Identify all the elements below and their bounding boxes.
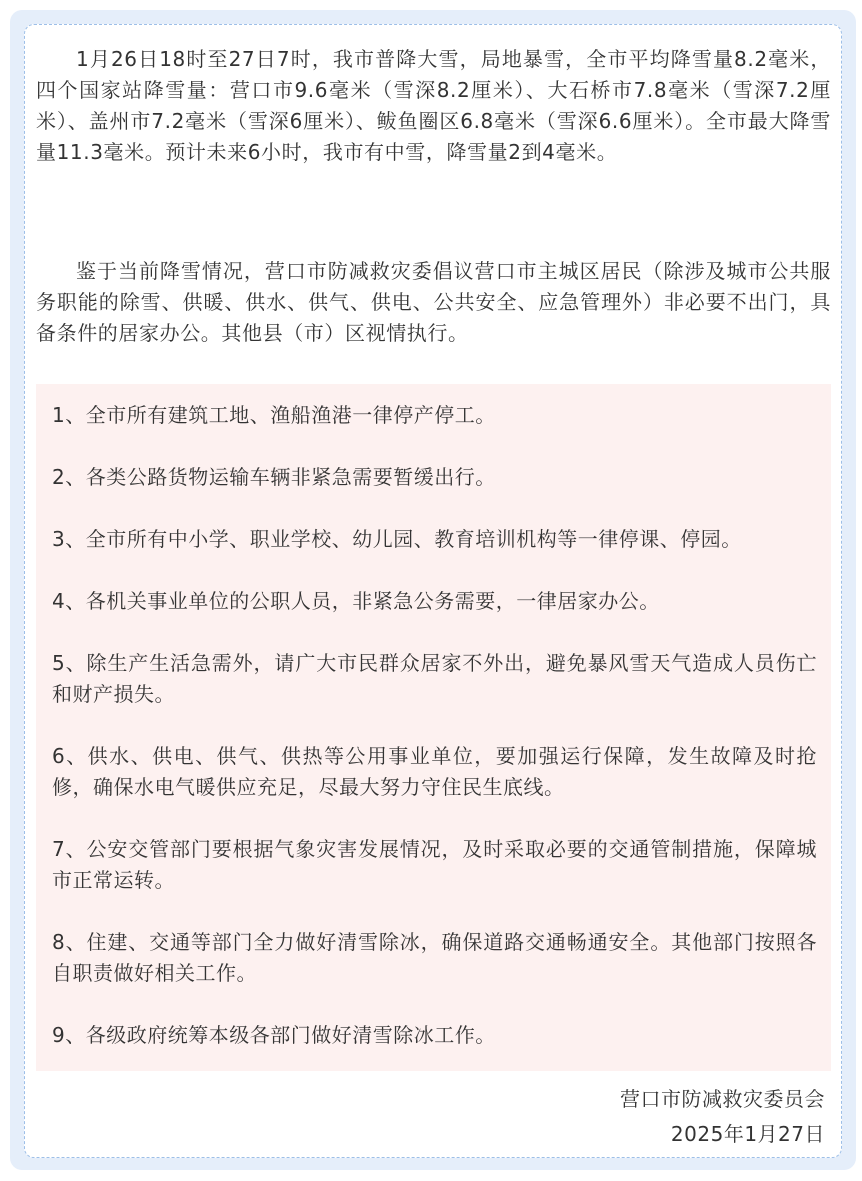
measure-item: 5、除生产生活急需外，请广大市民群众居家不外出，避免暴风雪天气造成人员伤亡和财产损失。	[52, 651, 817, 706]
measure-item: 7、公安交管部门要根据气象灾害发展情况，及时采取必要的交通管制措施，保障城市正常运转。	[52, 837, 817, 892]
article-frame	[10, 10, 856, 1170]
measure-item: 8、住建、交通等部门全力做好清雪除冰，确保道路交通畅通安全。其他部门按照各自职责做好相关工作。	[52, 930, 817, 985]
measure-item: 2、各类公路货物运输车辆非紧急需要暂缓出行。	[52, 465, 496, 489]
signature-organization: 营口市防减救灾委员会	[620, 1087, 825, 1111]
measure-item: 6、供水、供电、供气、供热等公用事业单位，要加强运行保障，发生故障及时抢修，确保水电气暖供应充足，尽最大努力守住民生底线。	[52, 744, 817, 799]
notice-card	[24, 24, 842, 1158]
measure-item: 9、各级政府统筹本级各部门做好清雪除冰工作。	[52, 1023, 496, 1047]
measures-box	[36, 384, 831, 1071]
signature-date: 2025年1月27日	[670, 1122, 825, 1146]
measure-item: 1、全市所有建筑工地、渔船渔港一律停产停工。	[52, 403, 496, 427]
measure-item: 3、全市所有中小学、职业学校、幼儿园、教育培训机构等一律停课、停园。	[52, 527, 742, 551]
intro-paragraph-advisory: 鉴于当前降雪情况，营口市防减救灾委倡议营口市主城区居民（除涉及城市公共服务职能的除雪、供暖、供水、供气、供电、公共安全、应急管理外）非必要不出门，具备条件的居家办公。其他县（市）区视情执行。	[36, 259, 831, 345]
intro-paragraph-snowfall: 1月26日18时至27日7时，我市普降大雪，局地暴雪，全市平均降雪量8.2毫米，四个国家站降雪量：营口市9.6毫米（雪深8.2厘米）、大石桥市7.8毫米（雪深7.2厘米）、盖州市7.2毫米（雪深6厘米）、鲅鱼圈区6.8毫米（雪深6.6厘米）。全市最大降雪量11.3毫米。预计未来6小时，我市有中雪，降雪量2到4毫米。	[36, 47, 831, 164]
measure-item: 4、各机关事业单位的公职人员，非紧急公务需要，一律居家办公。	[52, 589, 660, 613]
